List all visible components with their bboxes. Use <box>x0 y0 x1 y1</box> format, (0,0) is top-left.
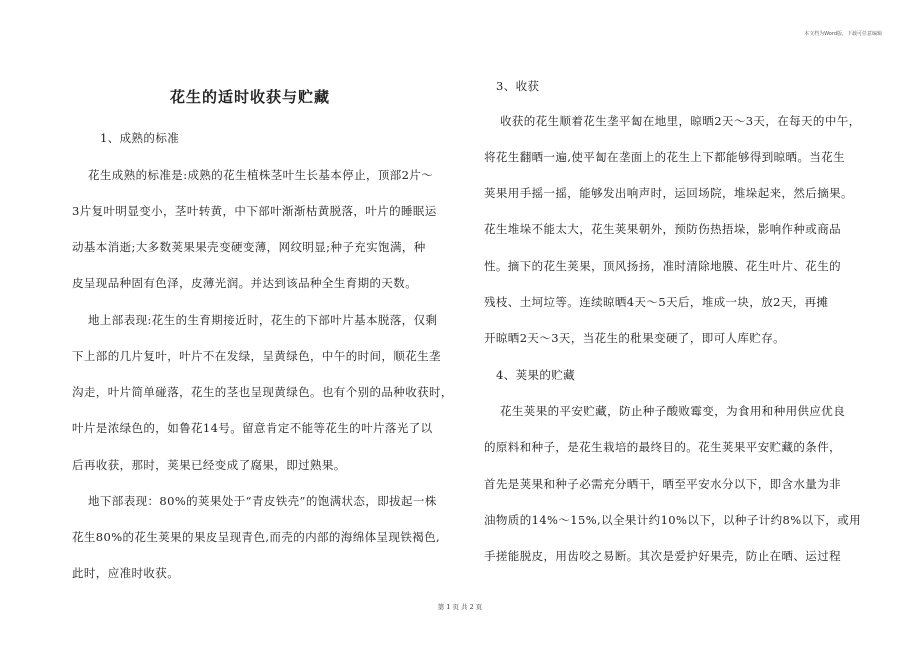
section-heading-harvest: 3、收获 <box>496 79 540 93</box>
paragraph-line: 花生堆垛不能太大，花生荚果朝外，预防伤热捂垛，影响作种或商品 <box>484 222 841 236</box>
paragraph-line: 残枝、土坷垃等。连续晾晒4天～5天后，堆成一块，放2天，再摊 <box>484 295 829 309</box>
page-footer: 第 1 页 共 2 页 <box>437 603 483 611</box>
paragraph-line: 油物质的14%～15%,以全果计约10%以下，以种子计约8%以下，或用 <box>484 513 862 527</box>
paragraph-line: 下上部的几片复叶，叶片不在发绿，呈黄绿色，中午的时间，顺花生垄 <box>72 349 441 363</box>
paragraph-line: 性。摘下的花生荚果，顶风扬扬，准时清除地膜、花生叶片、花生的 <box>484 259 841 273</box>
paragraph-line: 的原料和种子，是花生栽培的最终目的。花生荚果平安贮藏的条件， <box>484 440 841 454</box>
paragraph-line: 花生成熟的标准是:成熟的花生植株茎叶生长基本停止，顶部2片～ <box>88 168 434 182</box>
paragraph-line: 后再收获，那时，荚果已经变成了腐果，即过熟果。 <box>72 458 346 472</box>
paragraph-line: 将花生翻晒一遍,使平匐在垄面上的花生上下都能够得到晾晒。当花生 <box>484 150 846 164</box>
paragraph-line: 荚果用手摇一摇，能够发出响声时，运回场院，堆垛起来，然后摘果。 <box>484 186 853 200</box>
header-note: 本文档为Word版，下载可任意编辑 <box>804 31 882 37</box>
paragraph-line: 开晾晒2天～3天，当花生的秕果变硬了，即可人库贮存。 <box>484 331 786 345</box>
document-title: 花生的适时收获与贮藏 <box>170 88 331 106</box>
paragraph-line: 此时，应准时收获。 <box>72 566 180 580</box>
section-heading-maturity: 1、成熟的标准 <box>100 131 180 145</box>
paragraph-line: 3片复叶明显变小，茎叶转黄，中下部叶渐渐枯黄脱落，叶片的睡眠运 <box>72 204 437 218</box>
paragraph-line: 动基本消逝;大多数荚果果壳变硬变薄，网纹明显;种子充实饱满，种 <box>72 240 426 254</box>
paragraph-line: 花生荚果的平安贮藏，防止种子酸败霉变，为食用和种用供应优良 <box>500 404 846 418</box>
paragraph-line: 手搓能脱皮，用齿咬之易断。其次是爱护好果壳，防止在晒、运过程 <box>484 549 841 563</box>
paragraph-line: 叶片是浓绿色的，如鲁花14号。留意肯定不能等花生的叶片落光了以 <box>72 421 433 435</box>
paragraph-line: 收获的花生顺着花生垄平匐在地里，晾晒2天～3天，在每天的中午， <box>500 114 861 128</box>
paragraph-line: 花生80%的花生荚果的果皮呈现青色,而壳的内部的海绵体呈现铁褐色, <box>72 530 441 544</box>
paragraph-line: 地上部表现:花生的生育期接近时，花生的下部叶片基本脱落，仅剩 <box>88 313 438 327</box>
paragraph-line: 沟走，叶片简单碰落，花生的茎也呈现黄绿色。也有个别的品种收获时， <box>72 385 453 399</box>
paragraph-line: 首先是荚果和种子必需充分晒干，晒至平安水分以下，即含水量为非 <box>484 477 841 491</box>
paragraph-line: 皮呈现品种固有色泽，皮薄光润。并达到该品种全生育期的天数。 <box>72 276 418 290</box>
paragraph-line: 地下部表现：80%的荚果处于“青皮铁壳”的饱满状态，即拔起一株 <box>88 494 437 508</box>
section-heading-storage: 4、荚果的贮藏 <box>496 368 576 382</box>
